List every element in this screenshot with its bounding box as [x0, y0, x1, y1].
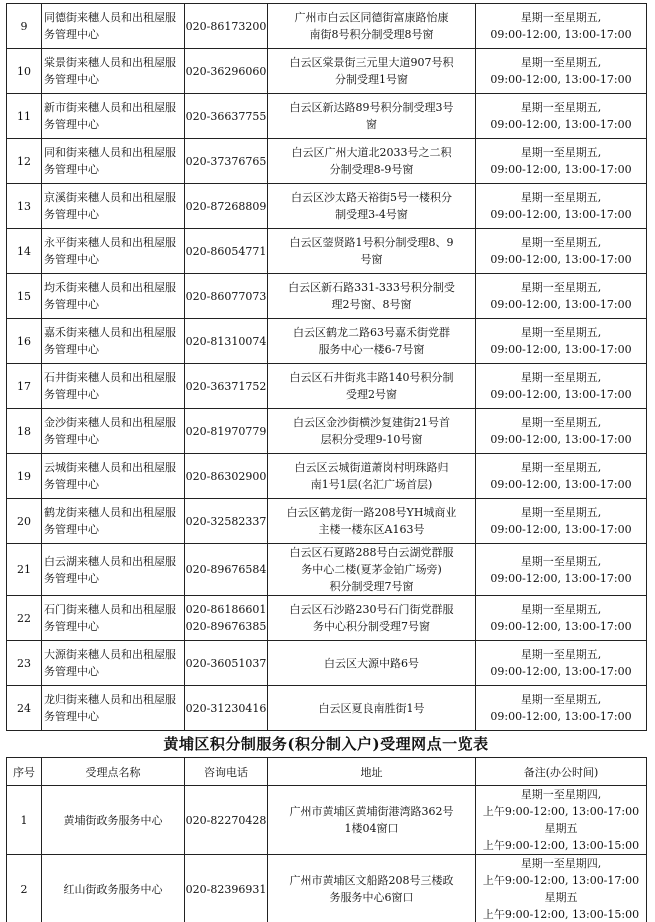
cell-line: 星期一至星期五,	[520, 191, 602, 204]
cell-line: 09:00-12:00, 13:00-17:00	[490, 73, 632, 86]
office-hours	[476, 184, 647, 229]
service-point-name: 同德街来穗人员和出租屋服务管理中心	[42, 4, 185, 49]
address	[268, 184, 476, 229]
cell-line: 白云区石井街兆丰路140号积分制	[289, 371, 454, 384]
cell-line: 星期一至星期五,	[520, 11, 602, 24]
table-row	[7, 409, 647, 454]
address	[268, 4, 476, 49]
consult-phone	[185, 499, 268, 544]
table-row	[7, 319, 647, 364]
cell-line: 服务中心一楼6-7号窗	[318, 343, 425, 356]
cell-line: 白云区广州大道北2033号之二积	[291, 146, 452, 159]
cell-line: 白云区鹤龙二路63号嘉禾街党群	[293, 326, 450, 339]
cell-line: 积分制受理7号窗	[329, 580, 414, 593]
office-hours	[476, 786, 647, 855]
cell-line: 星期一至星期五,	[520, 236, 602, 249]
consult-phone	[185, 229, 268, 274]
huangpu-table-body	[7, 786, 647, 922]
consult-phone: 020-82396931	[185, 855, 268, 922]
row-number: 24	[7, 686, 42, 731]
table-row	[7, 855, 647, 922]
cell-line: 星期一至星期五,	[520, 648, 602, 661]
header-tel: 咨询电话	[185, 758, 268, 786]
cell-line: 09:00-12:00, 13:00-17:00	[490, 710, 632, 723]
table-row	[7, 94, 647, 139]
cell-line: 09:00-12:00, 13:00-17:00	[490, 253, 632, 266]
cell-line: 星期一至星期五,	[520, 371, 602, 384]
consult-phone: 020-82270428	[185, 786, 268, 855]
table-row	[7, 229, 647, 274]
cell-line: 09:00-12:00, 13:00-17:00	[490, 665, 632, 678]
cell-line: 上午9:00-12:00, 13:00-15:00	[482, 839, 640, 852]
header-addr: 地址	[268, 758, 476, 786]
row-number: 20	[7, 499, 42, 544]
address	[268, 49, 476, 94]
cell-line: 广州市白云区同德街富康路怡康	[294, 11, 449, 24]
office-hours	[476, 544, 647, 596]
consult-phone	[185, 544, 268, 596]
cell-line: 星期一至星期五,	[520, 416, 602, 429]
row-number: 16	[7, 319, 42, 364]
cell-line: 星期一至星期五,	[520, 461, 602, 474]
cell-line: 白云区石沙路230号石门街党群服	[289, 603, 454, 616]
table-row	[7, 786, 647, 855]
service-point-name: 同和街来穗人员和出租屋服务管理中心	[42, 139, 185, 184]
consult-phone	[185, 319, 268, 364]
table-row	[7, 641, 647, 686]
office-hours	[476, 94, 647, 139]
cell-line: 020-36637755	[185, 109, 267, 123]
cell-line: 星期五	[544, 822, 578, 835]
cell-line: 主楼一楼东区A163号	[318, 523, 425, 536]
cell-line: 务服务中心6窗口	[329, 891, 414, 904]
cell-line: 020-36371752	[185, 379, 267, 393]
table-row	[7, 686, 647, 731]
cell-line: 白云区石夏路288号白云湖党群服	[289, 546, 454, 559]
cell-line: 020-89676584	[185, 563, 267, 576]
row-number: 9	[7, 4, 42, 49]
service-point-name: 金沙街来穗人员和出租屋服务管理中心	[42, 409, 185, 454]
cell-line: 窗	[366, 118, 377, 131]
cell-line: 白云区棠景街三元里大道907号积	[289, 56, 454, 69]
cell-line: 号窗	[360, 253, 383, 266]
cell-line: 09:00-12:00, 13:00-17:00	[490, 343, 632, 356]
cell-line: 09:00-12:00, 13:00-17:00	[490, 28, 632, 41]
cell-line: 星期一至星期五,	[520, 56, 602, 69]
cell-line: 09:00-12:00, 13:00-17:00	[490, 478, 632, 491]
address	[268, 94, 476, 139]
cell-line: 白云区蓥贤路1号积分制受理8、9	[289, 236, 454, 249]
cell-line: 星期一至星期五,	[520, 326, 602, 339]
office-hours	[476, 454, 647, 499]
cell-line: 020-31230416	[185, 701, 267, 715]
cell-line: 制受理3-4号窗	[335, 208, 408, 221]
cell-line: 星期一至星期五,	[520, 693, 602, 706]
cell-line: 020-86302900	[185, 469, 267, 483]
consult-phone	[185, 139, 268, 184]
header-no: 序号	[7, 758, 42, 786]
consult-phone	[185, 364, 268, 409]
cell-line: 020-36296060	[185, 64, 267, 78]
cell-line: 020-86077073	[185, 289, 267, 303]
consult-phone	[185, 49, 268, 94]
address	[268, 786, 476, 855]
cell-line: 020-81970779	[185, 424, 267, 438]
cell-line: 上午9:00-12:00, 13:00-17:00	[482, 805, 640, 818]
cell-line: 星期一至星期五,	[520, 603, 602, 616]
service-point-name: 新市街来穗人员和出租屋服务管理中心	[42, 94, 185, 139]
row-number: 22	[7, 596, 42, 641]
cell-line: 南街8号积分制受理8号窗	[309, 28, 434, 41]
cell-line: 星期一至星期五,	[520, 554, 602, 568]
address	[268, 409, 476, 454]
cell-line: 理2号窗、8号窗	[331, 298, 412, 311]
cell-line: 020-37376765	[185, 154, 267, 168]
cell-line: 020-86054771	[185, 244, 267, 258]
office-hours	[476, 641, 647, 686]
service-point-name: 黄埔街政务服务中心	[42, 786, 185, 855]
row-number: 13	[7, 184, 42, 229]
cell-line: 020-86186601	[185, 603, 267, 616]
cell-line: 白云区沙太路天裕街5号一楼积分	[291, 191, 452, 204]
cell-line: 020-36051037	[185, 656, 267, 670]
office-hours	[476, 274, 647, 319]
row-number: 1	[7, 786, 42, 855]
cell-line: 09:00-12:00, 13:00-17:00	[490, 388, 632, 401]
service-point-name: 嘉禾街来穗人员和出租屋服务管理中心	[42, 319, 185, 364]
address	[268, 229, 476, 274]
office-hours	[476, 49, 647, 94]
cell-line: 09:00-12:00, 13:00-17:00	[490, 163, 632, 176]
consult-phone	[185, 409, 268, 454]
service-point-name: 鹤龙街来穗人员和出租屋服务管理中心	[42, 499, 185, 544]
baiyun-service-points-table	[6, 3, 647, 731]
address	[268, 319, 476, 364]
cell-line: 020-32582337	[185, 514, 267, 528]
table-row	[7, 454, 647, 499]
row-number: 10	[7, 49, 42, 94]
cell-line: 020-87268809	[185, 199, 267, 213]
row-number: 23	[7, 641, 42, 686]
row-number: 14	[7, 229, 42, 274]
consult-phone	[185, 274, 268, 319]
office-hours	[476, 855, 647, 922]
service-point-name: 石门街来穗人员和出租屋服务管理中心	[42, 596, 185, 641]
cell-line: 09:00-12:00, 13:00-17:00	[490, 298, 632, 311]
service-point-name: 永平街来穗人员和出租屋服务管理中心	[42, 229, 185, 274]
office-hours	[476, 229, 647, 274]
service-point-name: 京溪街来穗人员和出租屋服务管理中心	[42, 184, 185, 229]
cell-line: 09:00-12:00, 13:00-17:00	[490, 523, 632, 536]
service-point-name: 白云湖来穗人员和出租屋服务管理中心	[42, 544, 185, 596]
row-number: 11	[7, 94, 42, 139]
cell-line: 广州市黄埔区文船路208号三楼政	[289, 874, 454, 887]
cell-line: 南1号1层(名汇广场首层)	[310, 478, 433, 491]
office-hours	[476, 596, 647, 641]
address	[268, 364, 476, 409]
row-number: 17	[7, 364, 42, 409]
cell-line: 白云区云城街道萧岗村明珠路归	[294, 461, 449, 474]
office-hours	[476, 686, 647, 731]
cell-line: 星期一至星期四,	[520, 788, 602, 801]
office-hours	[476, 409, 647, 454]
row-number: 21	[7, 544, 42, 596]
cell-line: 白云区夏良南胜街1号	[318, 701, 425, 715]
cell-line: 上午9:00-12:00, 13:00-17:00	[482, 874, 640, 887]
row-number: 12	[7, 139, 42, 184]
cell-line: 白云区新达路89号积分制受理3号	[289, 101, 454, 114]
office-hours	[476, 319, 647, 364]
table-row	[7, 274, 647, 319]
cell-line: 分制受理1号窗	[335, 73, 408, 86]
cell-line: 020-86173200	[185, 19, 267, 33]
header-name: 受理点名称	[42, 758, 185, 786]
huangpu-table-title: 黄埔区积分制服务(积分制入户)受理网点一览表	[163, 735, 489, 753]
cell-line: 上午9:00-12:00, 13:00-15:00	[482, 908, 640, 921]
consult-phone	[185, 686, 268, 731]
office-hours	[476, 364, 647, 409]
cell-line: 星期五	[544, 891, 578, 904]
consult-phone	[185, 94, 268, 139]
office-hours	[476, 499, 647, 544]
cell-line: 09:00-12:00, 13:00-17:00	[490, 118, 632, 131]
cell-line: 020-81310074	[185, 334, 267, 348]
cell-line: 白云区新石路331-333号积分制受	[288, 281, 455, 294]
table-row	[7, 596, 647, 641]
address	[268, 454, 476, 499]
cell-line: 务中心积分制受理7号窗	[313, 620, 430, 633]
cell-line: 层积分受理9-10号窗	[320, 433, 423, 446]
address	[268, 544, 476, 596]
cell-line: 1楼04窗口	[344, 822, 399, 835]
service-point-name: 红山街政务服务中心	[42, 855, 185, 922]
cell-line: 星期一至星期五,	[520, 281, 602, 294]
service-point-name: 云城街来穗人员和出租屋服务管理中心	[42, 454, 185, 499]
table-row	[7, 364, 647, 409]
row-number: 2	[7, 855, 42, 922]
table-row	[7, 49, 647, 94]
table-row	[7, 4, 647, 49]
consult-phone	[185, 596, 268, 641]
service-point-name: 大源街来穗人员和出租屋服务管理中心	[42, 641, 185, 686]
consult-phone	[185, 184, 268, 229]
table-row	[7, 184, 647, 229]
table-row	[7, 499, 647, 544]
table-header-row	[7, 758, 647, 786]
address	[268, 139, 476, 184]
cell-line: 星期一至星期五,	[520, 101, 602, 114]
row-number: 18	[7, 409, 42, 454]
service-point-name: 龙归街来穗人员和出租屋服务管理中心	[42, 686, 185, 731]
address	[268, 686, 476, 731]
cell-line: 09:00-12:00, 13:00-17:00	[490, 208, 632, 221]
cell-line: 星期一至星期五,	[520, 146, 602, 159]
address	[268, 596, 476, 641]
cell-line: 分制受理8-9号窗	[329, 163, 414, 176]
cell-line: 务中心二楼(夏茅金铂广场旁)	[301, 563, 442, 576]
cell-line: 09:00-12:00, 13:00-17:00	[490, 571, 632, 585]
cell-line: 09:00-12:00, 13:00-17:00	[490, 620, 632, 633]
cell-line: 星期一至星期四,	[520, 857, 602, 870]
table-row	[7, 139, 647, 184]
consult-phone	[185, 641, 268, 686]
cell-line: 受理2号窗	[346, 388, 397, 401]
cell-line: 白云区金沙街横沙复建街21号首	[293, 416, 450, 429]
row-number: 15	[7, 274, 42, 319]
consult-phone	[185, 454, 268, 499]
cell-line: 白云区大源中路6号	[324, 656, 419, 670]
address	[268, 641, 476, 686]
address	[268, 274, 476, 319]
header-hours: 备注(办公时间)	[476, 758, 647, 786]
service-point-name: 棠景街来穗人员和出租屋服务管理中心	[42, 49, 185, 94]
service-point-name: 均禾街来穗人员和出租屋服务管理中心	[42, 274, 185, 319]
office-hours	[476, 4, 647, 49]
baiyun-table-body	[7, 4, 647, 731]
huangpu-service-points-table	[6, 757, 647, 922]
service-point-name: 石井街来穗人员和出租屋服务管理中心	[42, 364, 185, 409]
cell-line: 020-89676385	[185, 620, 267, 633]
address	[268, 499, 476, 544]
office-hours	[476, 139, 647, 184]
consult-phone	[185, 4, 268, 49]
cell-line: 星期一至星期五,	[520, 506, 602, 519]
cell-line: 09:00-12:00, 13:00-17:00	[490, 433, 632, 446]
address	[268, 855, 476, 922]
cell-line: 白云区鹤龙街一路208号YH城商业	[286, 506, 457, 519]
row-number: 19	[7, 454, 42, 499]
cell-line: 广州市黄埔区黄埔街港湾路362号	[289, 805, 454, 818]
table-row	[7, 544, 647, 596]
